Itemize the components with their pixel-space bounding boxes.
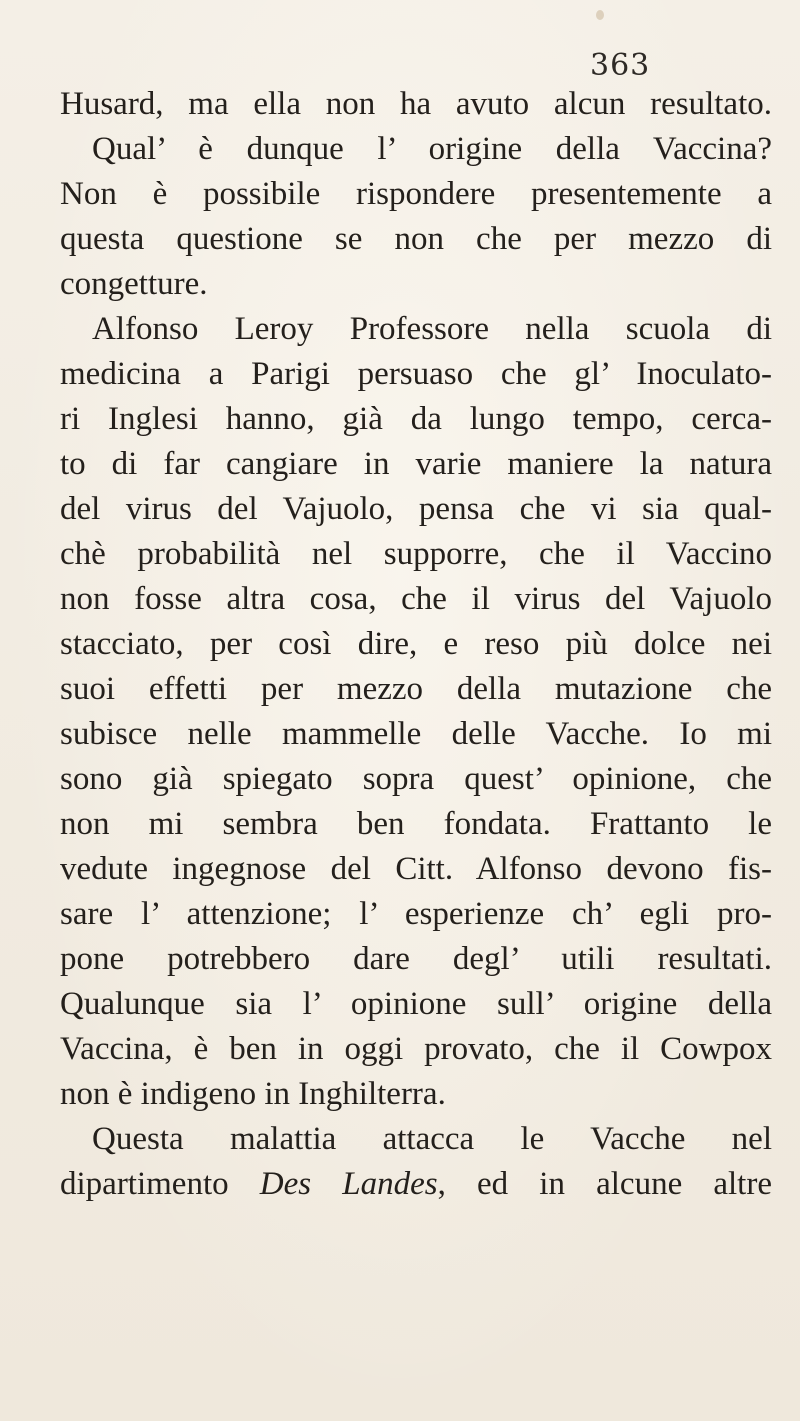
text-line: del virus del Vajuolo, pensa che vi sia qual- — [60, 491, 772, 527]
text-line: Vaccina, è ben in oggi provato, che il Cowpox — [60, 1031, 772, 1067]
text-line: non è indigeno in Inghilterra. — [60, 1076, 446, 1112]
text-line: medicina a Parigi persuaso che gl’ Inoculato- — [60, 356, 772, 392]
text-line: to di far cangiare in varie maniere la natura — [60, 446, 772, 482]
body-text — [60, 82, 772, 1207]
italic-place-name: Des Landes — [259, 1166, 438, 1202]
text-line: Qual’ è dunque l’ origine della Vaccina? — [92, 131, 772, 167]
text-line: suoi effetti per mezzo della mutazione che — [60, 671, 772, 707]
text-line: stacciato, per così dire, e reso più dolce nei — [60, 626, 772, 662]
text-line-last — [60, 1162, 772, 1207]
page-number: 363 — [590, 48, 651, 83]
text-line: vedute ingegnose del Citt. Alfonso devono fis- — [60, 851, 772, 887]
text-line: sare l’ attenzione; l’ esperienze ch’ egli pro- — [60, 896, 772, 932]
text-line: ri Inglesi hanno, già da lungo tempo, cerca- — [60, 401, 772, 437]
text-line: non mi sembra ben fondata. Frattanto le — [60, 806, 772, 842]
text-line: congetture. — [60, 266, 208, 302]
text-line: sono già spiegato sopra quest’ opinione, che — [60, 761, 772, 797]
text-segment: , ed in alcune altre — [437, 1166, 772, 1202]
text-line: pone potrebbero dare degl’ utili resultati. — [60, 941, 772, 977]
text-line: Alfonso Leroy Professore nella scuola di — [92, 311, 772, 347]
text-line: Non è possibile rispondere presentemente a — [60, 176, 772, 212]
text-line: subisce nelle mammelle delle Vacche. Io mi — [60, 716, 772, 752]
text-line: chè probabilità nel supporre, che il Vaccino — [60, 536, 772, 572]
text-segment: dipartimento — [60, 1166, 260, 1202]
text-line: questa questione se non che per mezzo di — [60, 221, 772, 257]
ink-spot-mark — [596, 10, 604, 20]
text-line: Qualunque sia l’ opinione sull’ origine della — [60, 986, 772, 1022]
text-line: Husard, ma ella non ha avuto alcun resultato. — [60, 86, 772, 122]
text-line: Questa malattia attacca le Vacche nel — [92, 1121, 772, 1157]
text-line: non fosse altra cosa, che il virus del Vajuolo — [60, 581, 772, 617]
